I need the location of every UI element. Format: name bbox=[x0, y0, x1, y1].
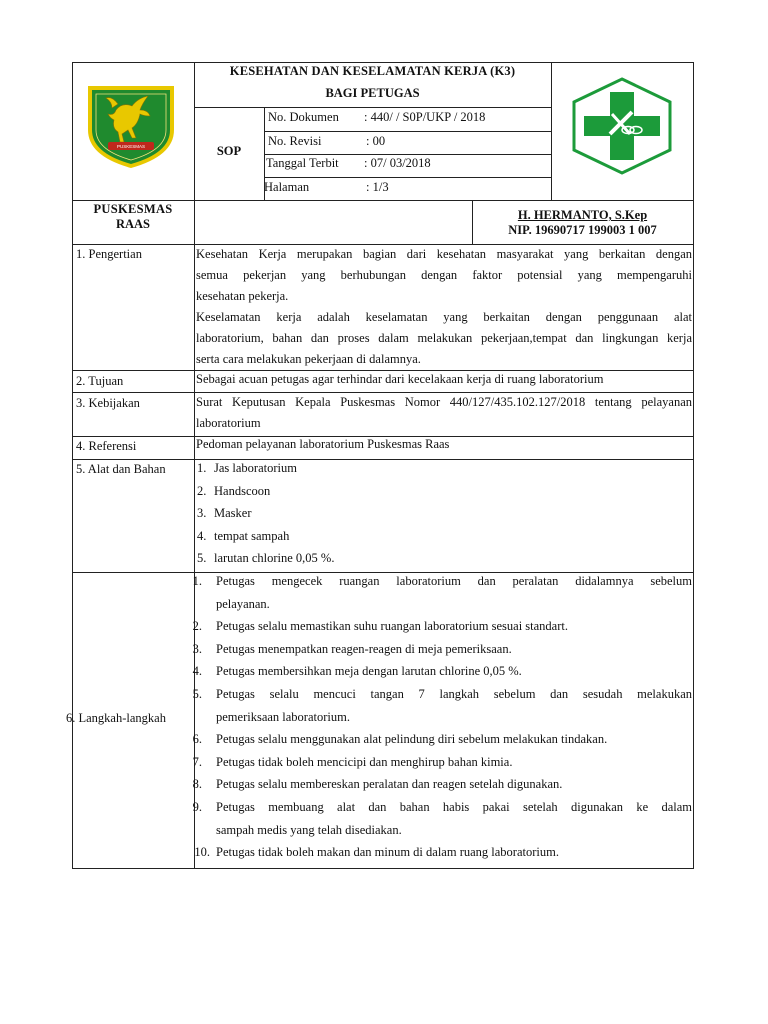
list-item: pelayanan. bbox=[216, 596, 270, 611]
list-item: Petugas tidak boleh makan dan minum di dalam ruang laboratorium. bbox=[216, 845, 559, 860]
signer-nip: NIP. 19690717 199003 1 007 bbox=[508, 223, 657, 237]
list-item: sampah medis yang telah disediakan. bbox=[216, 822, 402, 837]
table-line bbox=[72, 370, 694, 371]
puskesmas-emblem-icon bbox=[82, 80, 180, 170]
meta-value-tanggal-terbit: : 07/ 03/2018 bbox=[364, 156, 431, 170]
meta-value-halaman: : 1/3 bbox=[366, 180, 389, 194]
pengertian-line: semua pekerjan yang berhubungan dengan faktor potensial yang mempengaruhi bbox=[196, 268, 692, 282]
section-label-kebijakan: 3. Kebijakan bbox=[76, 396, 140, 410]
pengertian-line: Kesehatan Kerja merupakan bagian dari kesehatan masyarakat yang berkaitan dengan bbox=[196, 247, 692, 261]
health-cross-logo-icon bbox=[568, 76, 676, 176]
list-item: Handscoon bbox=[214, 483, 271, 498]
section-label-tujuan: 2. Tujuan bbox=[76, 374, 124, 388]
step-num: 8. bbox=[192, 777, 202, 792]
doc-title-line2: BAGI PETUGAS bbox=[325, 86, 420, 100]
list-item-num: 1. bbox=[197, 461, 207, 475]
list-item: Petugas mengecek ruangan laboratorium dan peralatan didalamnya sebelum bbox=[216, 574, 692, 588]
referensi-text: Pedoman pelayanan laboratorium Puskesmas Raas bbox=[196, 437, 450, 451]
list-item-num: 3. bbox=[197, 506, 207, 520]
list-item: Petugas selalu membereskan peralatan dan reagen setelah digunakan. bbox=[216, 777, 563, 792]
list-item: Petugas tidak boleh mencicipi dan menghirup bahan kimia. bbox=[216, 754, 513, 769]
list-item: Petugas membuang alat dan bahan habis pakai setelah digunakan ke dalam bbox=[216, 800, 692, 814]
org-name-line2: RAAS bbox=[115, 217, 151, 231]
kebijakan-line: laboratorium bbox=[196, 416, 261, 430]
section-label-referensi: 4. Referensi bbox=[76, 439, 137, 453]
step-num: 7. bbox=[192, 754, 202, 769]
table-line bbox=[264, 154, 551, 155]
section-label-pengertian: 1. Pengertian bbox=[76, 247, 142, 261]
org-name-line1: PUSKESMAS bbox=[93, 202, 173, 216]
meta-value-no-dokumen: : 440/ / S0P/UKP / 2018 bbox=[364, 110, 486, 124]
table-border-right bbox=[693, 62, 694, 869]
list-item: Jas laboratorium bbox=[214, 461, 297, 475]
step-num: 1. bbox=[192, 574, 202, 588]
meta-label-no-dokumen: No. Dokumen bbox=[268, 110, 339, 124]
section-label-langkah: 6. Langkah-langkah bbox=[66, 711, 166, 725]
list-item: tempat sampah bbox=[214, 528, 290, 543]
list-item: pemeriksaan laboratorium. bbox=[216, 709, 350, 724]
table-border-top bbox=[72, 62, 694, 63]
pengertian-line: laboratorium, bahan dan proses dalam melakukan pekerjaan,tempat dan lingkungan kerja bbox=[196, 331, 692, 345]
kebijakan-line: Surat Keputusan Kepala Puskesmas Nomor 440/127/435.102.127/2018 tentang pelayanan bbox=[196, 395, 692, 409]
step-num: 5. bbox=[192, 687, 202, 701]
meta-label-tanggal-terbit: Tanggal Terbit bbox=[266, 156, 339, 170]
table-line bbox=[551, 62, 552, 201]
list-item: larutan chlorine 0,05 %. bbox=[214, 551, 335, 565]
step-num: 10. bbox=[194, 845, 210, 860]
list-item: Petugas selalu memastikan suhu ruangan laboratorium sesuai standart. bbox=[216, 619, 568, 634]
list-item: Petugas membersihkan meja dengan larutan chlorine 0,05 %. bbox=[216, 664, 522, 679]
table-line bbox=[194, 107, 551, 108]
section-label-alat-bahan: 5. Alat dan Bahan bbox=[76, 462, 166, 476]
table-line bbox=[72, 200, 694, 201]
table-border-left bbox=[72, 62, 73, 869]
meta-value-no-revisi: : 00 bbox=[366, 134, 386, 148]
list-item: Petugas selalu mencuci tangan 7 langkah sebelum dan sesudah melakukan bbox=[216, 687, 692, 701]
step-num: 6. bbox=[192, 732, 202, 747]
list-item-num: 5. bbox=[197, 551, 207, 565]
list-item-num: 2. bbox=[197, 483, 207, 498]
step-num: 9. bbox=[192, 800, 202, 814]
table-line bbox=[264, 131, 551, 132]
signer-name: H. HERMANTO, S.Kep bbox=[517, 208, 648, 222]
pengertian-line: serta cara melakukan pekerjaan di dalamnya. bbox=[196, 352, 421, 366]
list-item: Masker bbox=[214, 506, 252, 520]
sop-label: SOP bbox=[216, 144, 242, 158]
step-num: 3. bbox=[192, 641, 202, 656]
tujuan-text: Sebagai acuan petugas agar terhindar dari kecelakaan kerja di ruang laboratorium bbox=[196, 372, 604, 386]
emblem-text: PUSKESMAS bbox=[116, 144, 145, 149]
list-item-num: 4. bbox=[197, 528, 207, 543]
step-num: 2. bbox=[192, 619, 202, 634]
meta-label-halaman: Halaman bbox=[264, 180, 310, 194]
doc-title-line1: KESEHATAN DAN KESELAMATAN KERJA (K3) bbox=[229, 64, 516, 78]
table-border-bottom bbox=[72, 868, 694, 869]
pengertian-line: kesehatan pekerja. bbox=[196, 289, 289, 303]
step-num: 4. bbox=[192, 664, 202, 679]
list-item: Petugas selalu menggunakan alat pelindung diri sebelum melakukan tindakan. bbox=[216, 732, 608, 747]
table-line bbox=[72, 459, 694, 460]
meta-label-no-revisi: No. Revisi bbox=[268, 134, 322, 148]
list-item: Petugas menempatkan reagen-reagen di meja pemeriksaan. bbox=[216, 641, 512, 656]
table-line bbox=[264, 177, 551, 178]
pengertian-line: Keselamatan kerja adalah keselamatan yang berkaitan dengan penggunaan alat bbox=[196, 310, 692, 324]
